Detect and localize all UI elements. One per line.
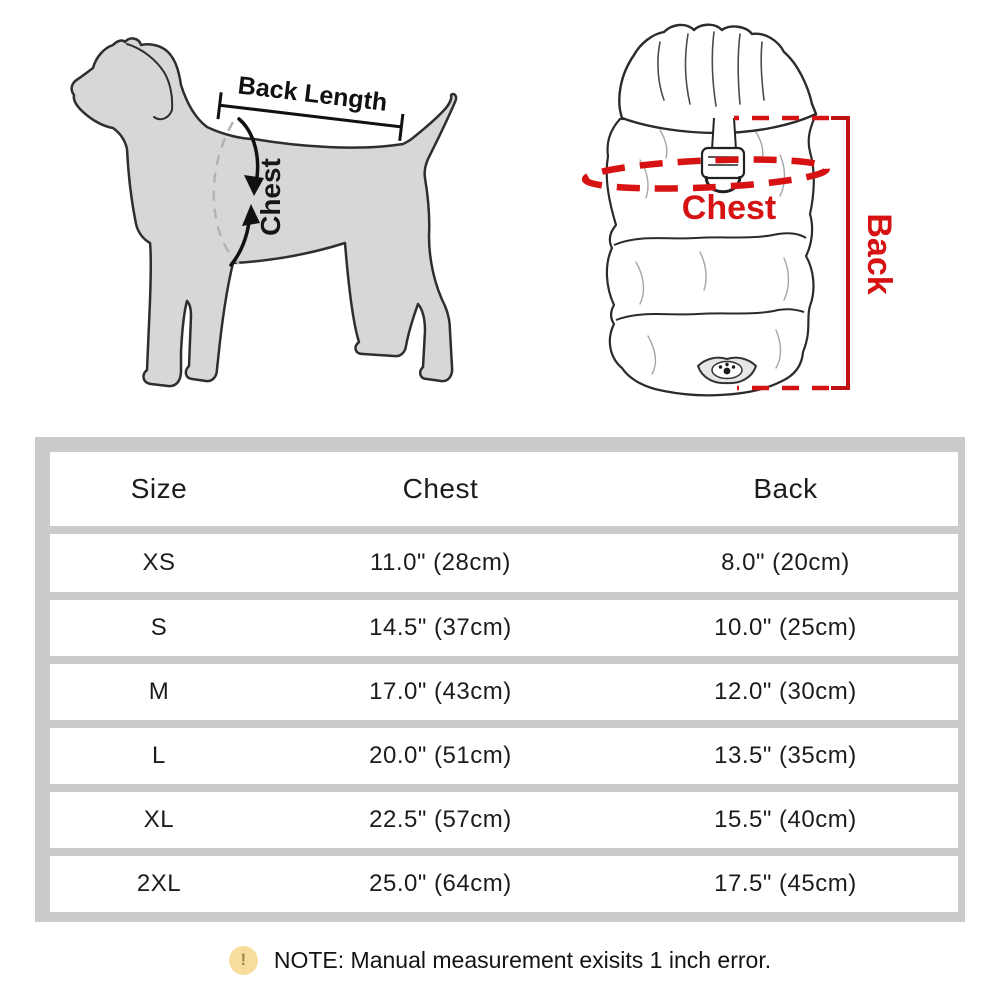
size-chart-table xyxy=(35,437,965,922)
chest-value: 20.0" (51cm) xyxy=(369,742,512,769)
back-length-tick-right xyxy=(400,114,403,141)
measurement-note xyxy=(0,940,1000,980)
column-header-size: Size xyxy=(130,473,188,504)
measurement-diagram xyxy=(0,0,1000,437)
table-row xyxy=(50,792,958,848)
back-value: 8.0" (20cm) xyxy=(721,549,850,576)
column-header-back: Back xyxy=(753,473,818,504)
size-value: XS xyxy=(142,549,176,576)
chest-value: 14.5" (37cm) xyxy=(369,614,512,641)
chest-value: 17.0" (43cm) xyxy=(369,678,512,705)
vest-chest-label: Chest xyxy=(681,189,777,227)
back-value: 13.5" (35cm) xyxy=(714,742,857,769)
table-row xyxy=(50,856,958,912)
chest-value: 22.5" (57cm) xyxy=(369,806,512,833)
size-value: M xyxy=(148,678,170,705)
table-row xyxy=(50,600,958,656)
back-value: 12.0" (30cm) xyxy=(714,678,857,705)
back-value: 17.5" (45cm) xyxy=(714,870,857,897)
size-value: S xyxy=(150,614,168,641)
back-length-label: Back Length xyxy=(236,71,389,117)
back-value: 10.0" (25cm) xyxy=(714,614,857,641)
back-length-tick-left xyxy=(218,92,221,119)
size-value: L xyxy=(152,742,166,769)
table-row xyxy=(50,534,958,592)
vest-back-label: Back xyxy=(860,213,898,295)
size-value: XL xyxy=(143,806,175,833)
vest-illustration xyxy=(585,25,898,396)
table-header-row xyxy=(50,452,958,526)
table-row xyxy=(50,728,958,784)
size-value: 2XL xyxy=(136,870,182,897)
chest-value: 11.0" (28cm) xyxy=(370,549,511,576)
back-value: 15.5" (40cm) xyxy=(714,806,857,833)
exclamation-icon xyxy=(229,946,258,975)
chest-value: 25.0" (64cm) xyxy=(369,870,512,897)
table-row xyxy=(50,664,958,720)
back-bracket-corner xyxy=(831,118,848,388)
dog-illustration xyxy=(72,38,456,386)
dog-chest-label: Chest xyxy=(255,158,286,236)
note-text: NOTE: Manual measurement exisits 1 inch error. xyxy=(273,946,772,973)
exclamation-glyph: ! xyxy=(240,950,247,969)
back-length-measure xyxy=(218,69,406,140)
column-header-chest: Chest xyxy=(402,473,479,504)
